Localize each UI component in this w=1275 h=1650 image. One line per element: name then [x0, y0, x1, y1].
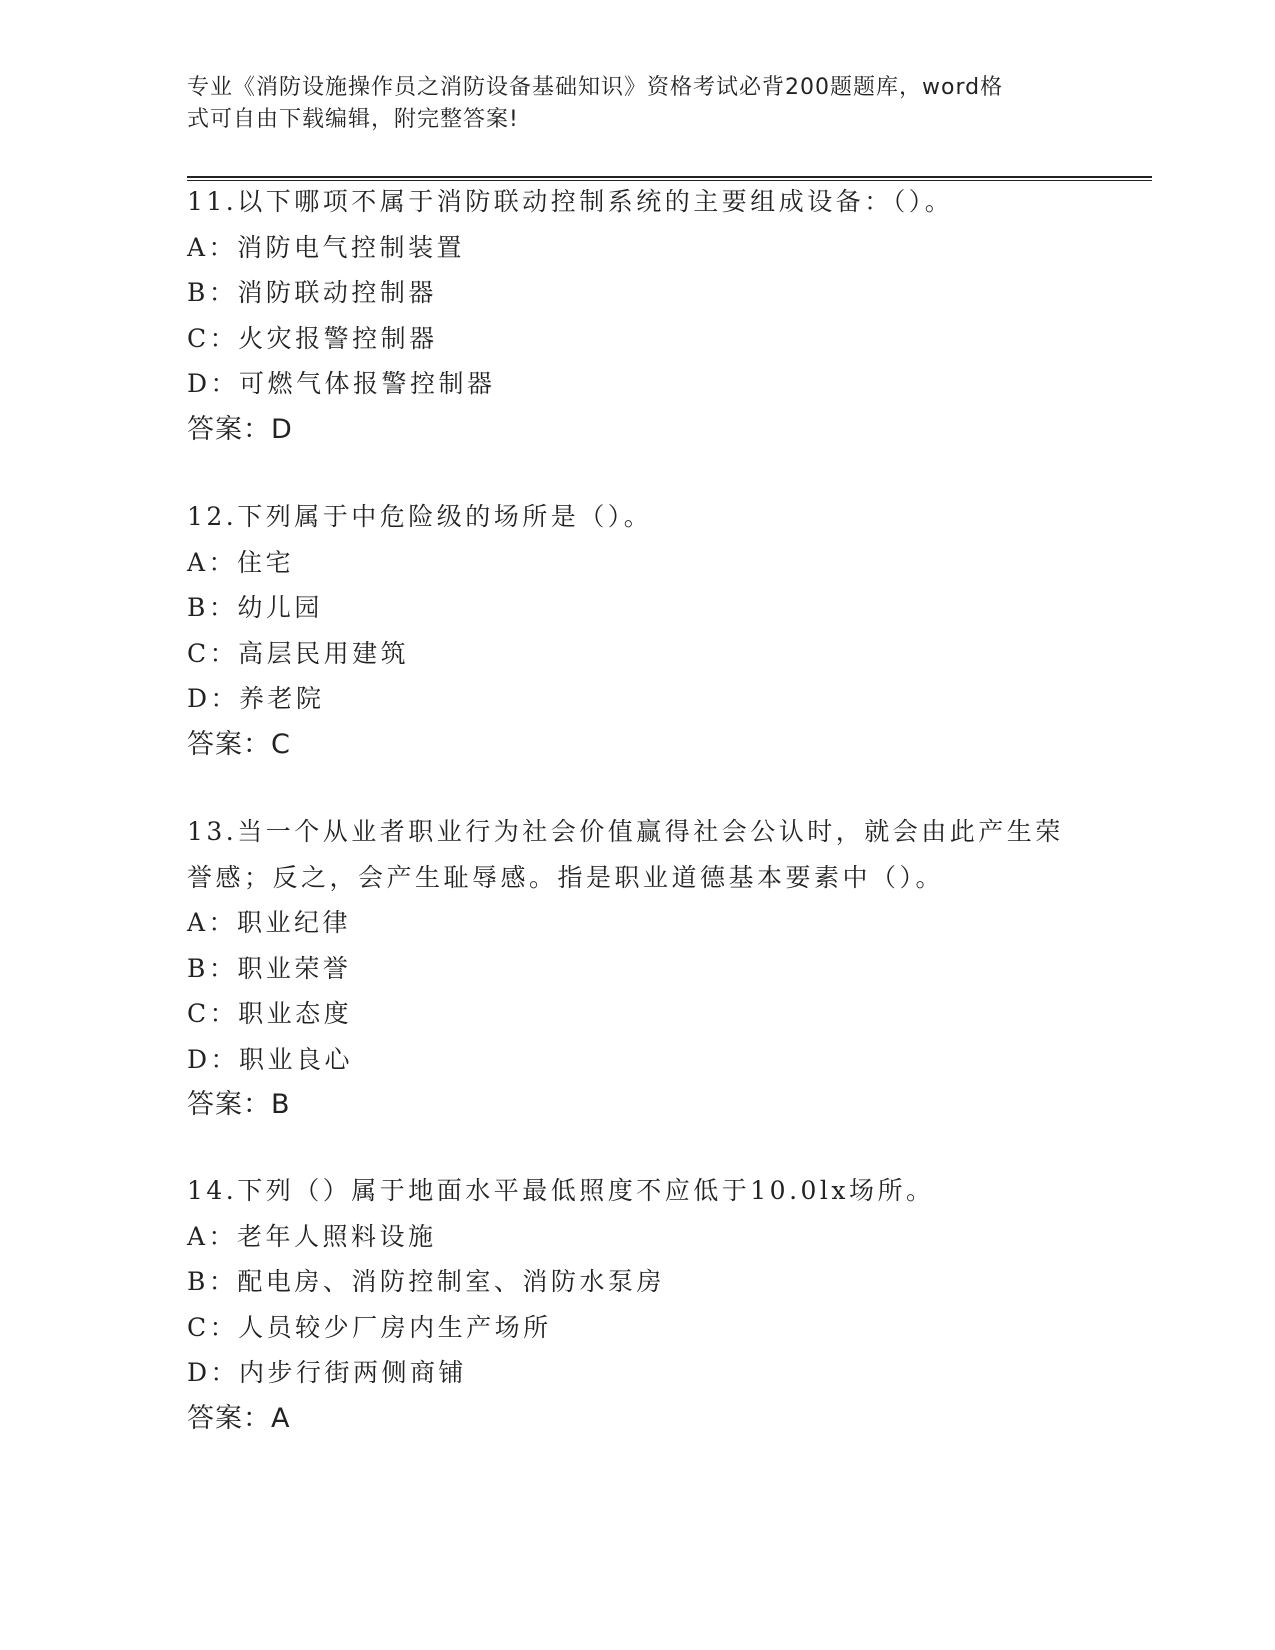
question-stem: 14.下列（）属于地面水平最低照度不应低于10.0lx场所。 [187, 1176, 935, 1205]
option-a: A：消防电气控制装置 [187, 232, 466, 262]
question-11 [187, 179, 1087, 452]
question-stem-line-1: 13.当一个从业者职业行为社会价值赢得社会公认时，就会由此产生荣 [187, 817, 1064, 846]
option-c: C：人员较少厂房内生产场所 [187, 1312, 552, 1342]
answer: 答案：C [187, 728, 291, 760]
header-line-2: 式可自由下载编辑，附完整答案! [187, 107, 519, 132]
question-stem: 11.以下哪项不属于消防联动控制系统的主要组成设备：（）。 [187, 187, 954, 216]
option-b: B：幼儿园 [187, 593, 323, 622]
answer: 答案：A [187, 1402, 291, 1434]
option-b: B：配电房、消防控制室、消防水泵房 [187, 1267, 665, 1296]
option-c: C：火灾报警控制器 [187, 323, 438, 353]
header-line-1: 专业《消防设施操作员之消防设备基础知识》资格考试必背200题题库，word格 [187, 75, 1004, 100]
option-d: D：可燃气体报警控制器 [187, 369, 496, 398]
question-stem: 12.下列属于中危险级的场所是（）。 [187, 502, 653, 531]
option-b: B：职业荣誉 [187, 953, 352, 983]
question-stem-line-2: 誉感；反之，会产生耻辱感。指是职业道德基本要素中（）。 [187, 862, 945, 892]
option-a: A：老年人照料设施 [187, 1221, 437, 1251]
option-b: B：消防联动控制器 [187, 278, 437, 307]
option-a: A：住宅 [187, 547, 295, 577]
option-c: C：高层民用建筑 [187, 638, 410, 668]
answer: 答案：B [187, 1089, 291, 1120]
question-14 [187, 1168, 1087, 1441]
answer: 答案：D [187, 413, 293, 445]
question-13 [187, 809, 1087, 1128]
option-d: D：职业良心 [187, 1044, 354, 1074]
question-12 [187, 494, 1087, 767]
document-header [187, 72, 1067, 136]
option-a: A：职业纪律 [187, 908, 352, 937]
option-c: C：职业态度 [187, 999, 353, 1028]
option-d: D：养老院 [187, 684, 325, 713]
option-d: D：内步行街两侧商铺 [187, 1358, 468, 1387]
